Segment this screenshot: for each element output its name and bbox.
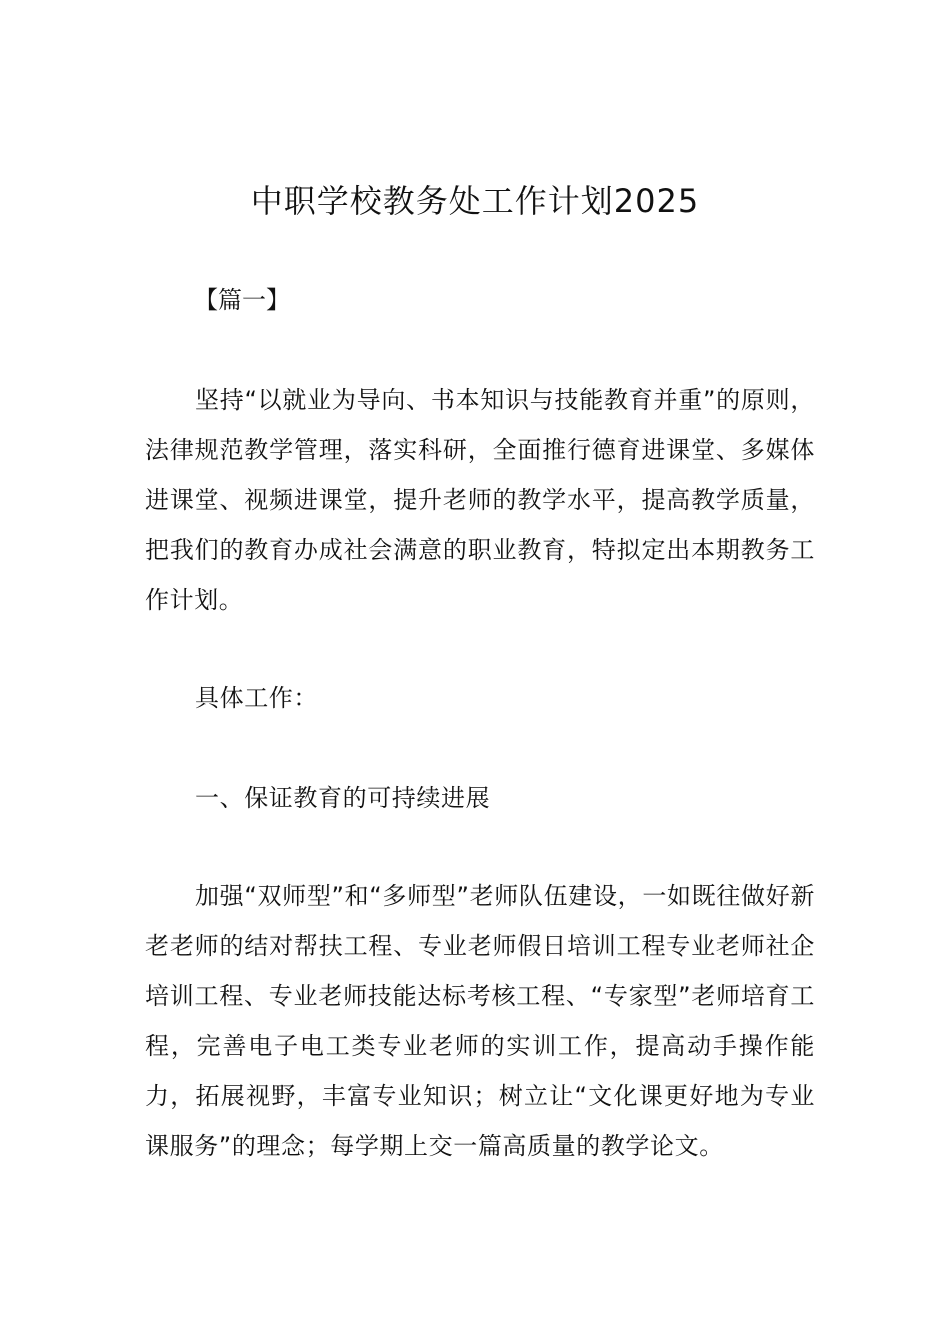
paragraph-intro: 坚持“以就业为导向、书本知识与技能教育并重”的原则，法律规范教学管理，落实科研，全面推行德育进课堂、多媒体进课堂、视频进课堂，提升老师的教学水平，提高教学质量，把我们的教育办成社会满意的职业教育，特拟定出本期教务工作计划。 (145, 386, 815, 614)
paragraph-teacher-team: 加强“双师型”和“多师型”老师队伍建设，一如既往做好新老老师的结对帮扶工程、专业老师假日培训工程专业老师社企培训工程、专业老师技能达标考核工程、“专家型”老师培育工程，完善电子电工类专业老师的实训工作，提高动手操作能力，拓展视野，丰富专业知识；树立让“文化课更好地为专业课服务”的理念；每学期上交一篇高质量的教学论文。 (145, 882, 815, 1160)
heading-section-one: 一、保证教育的可持续进展 (195, 784, 491, 812)
section-tag: 【篇一】 (194, 286, 290, 314)
document-title: 中职学校教务处工作计划2025 (250, 182, 700, 220)
paragraph-specific-work: 具体工作： (195, 684, 318, 712)
